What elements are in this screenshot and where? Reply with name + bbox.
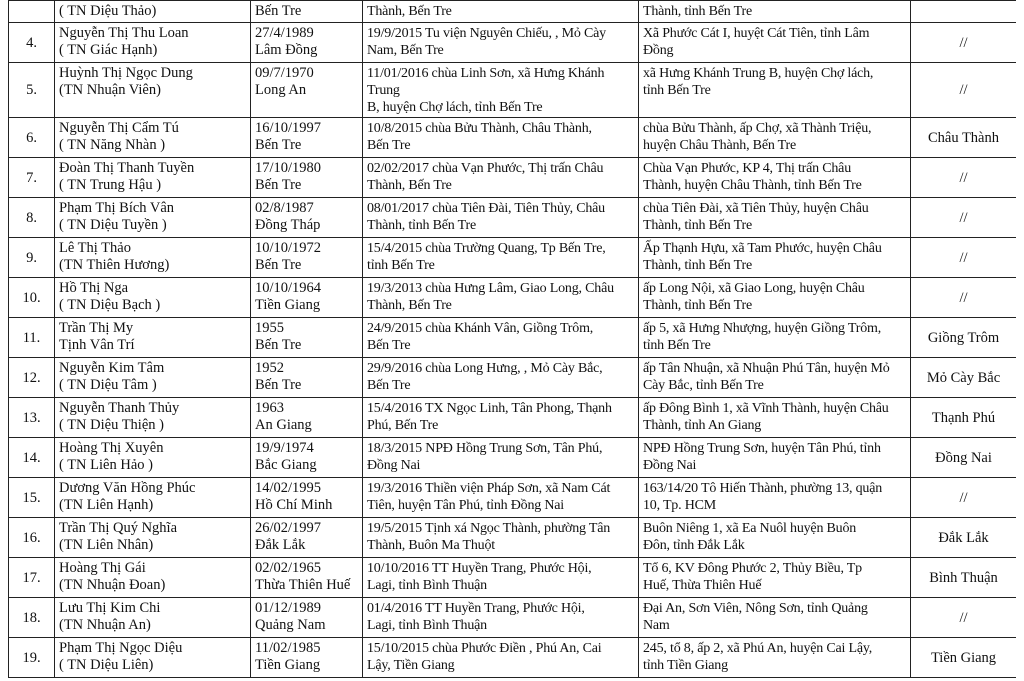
birth-cell-line-1: 09/7/1970 — [255, 65, 314, 81]
row-number-cell — [9, 478, 55, 518]
address-cell-line-2: Đôn, tỉnh Đắk Lắk — [643, 538, 745, 553]
note-cell-line-1: Đắk Lắk — [938, 529, 989, 546]
name-cell — [55, 278, 251, 318]
note-cell-line-1: // — [959, 169, 968, 186]
address-cell-line-1: 245, tổ 8, ấp 2, xã Phú An, huyện Cai Lậy, — [643, 641, 873, 656]
table-row — [9, 438, 1017, 478]
row-number-cell-line-1: 6. — [26, 129, 37, 146]
birth-cell — [251, 518, 363, 558]
ordination-cell-line-1: 19/3/2013 chùa Hưng Lâm, Giao Long, Châu — [367, 281, 614, 296]
birth-cell-line-2: Bến Tre — [255, 177, 302, 193]
birth-cell-line-1: Bến Tre — [255, 3, 302, 19]
ordination-cell — [363, 278, 639, 318]
name-cell-line-1: Phạm Thị Ngọc Diệu — [59, 640, 183, 656]
ordination-cell — [363, 118, 639, 158]
ordination-cell — [363, 398, 639, 438]
note-cell-line-1: Thạnh Phú — [931, 409, 996, 426]
row-number-cell — [9, 398, 55, 438]
table-row — [9, 478, 1017, 518]
note-cell-line-1: Bình Thuận — [929, 569, 998, 586]
note-cell — [911, 598, 1017, 638]
ordination-cell-line-1: 29/9/2016 chùa Long Hưng, , Mỏ Cày Bắc, — [367, 361, 603, 376]
ordination-cell-line-1: 19/5/2015 Tịnh xá Ngọc Thành, phường Tân — [367, 521, 611, 536]
row-number-cell — [9, 318, 55, 358]
table-row — [9, 558, 1017, 598]
ordination-cell — [363, 23, 639, 63]
note-cell — [911, 1, 1017, 23]
name-cell — [55, 118, 251, 158]
address-cell — [639, 318, 911, 358]
ordination-cell-line-1: 02/02/2017 chùa Vạn Phước, Thị trấn Châu — [367, 161, 604, 176]
birth-cell — [251, 478, 363, 518]
ordination-cell-line-2: Thành, tỉnh Bến Tre — [367, 218, 476, 233]
name-cell-line-1: Lê Thị Thảo — [59, 240, 131, 256]
birth-cell-line-2: Long An — [255, 82, 307, 98]
ordination-cell-line-1: 11/01/2016 chùa Linh Sơn, xã Hưng Khánh Trung — [367, 66, 605, 98]
ordination-cell-line-2: Thành, Buôn Ma Thuột — [367, 538, 495, 553]
name-cell-line-1: Lưu Thị Kim Chi — [59, 600, 161, 616]
name-cell-line-2: ( TN Giác Hạnh) — [59, 42, 158, 58]
name-cell-line-1: Phạm Thị Bích Vân — [59, 200, 175, 216]
note-cell — [911, 118, 1017, 158]
address-cell-line-2: Thành, tỉnh An Giang — [643, 418, 762, 433]
note-cell-line-1: Đồng Nai — [935, 449, 992, 466]
ordination-cell — [363, 478, 639, 518]
birth-cell-line-1: 1952 — [255, 360, 284, 376]
ordination-cell-line-2: Bến Tre — [367, 138, 411, 153]
table-row — [9, 518, 1017, 558]
table-row — [9, 198, 1017, 238]
address-cell-line-2: Thành, tỉnh Bến Tre — [643, 218, 752, 233]
name-cell-line-1: ( TN Diệu Thảo) — [59, 3, 157, 19]
row-number-cell-line-1: 14. — [22, 449, 41, 466]
row-number-cell-line-1: 11. — [22, 329, 41, 346]
name-cell-line-1: Hồ Thị Nga — [59, 280, 129, 296]
birth-cell-line-1: 27/4/1989 — [255, 25, 314, 41]
birth-cell-line-2: Đồng Tháp — [255, 217, 321, 233]
note-cell-line-1: // — [959, 609, 968, 626]
note-cell-line-1: // — [959, 209, 968, 226]
birth-cell-line-1: 14/02/1995 — [255, 480, 322, 496]
name-cell — [55, 23, 251, 63]
name-cell-line-1: Hoàng Thị Gái — [59, 560, 146, 576]
name-cell — [55, 638, 251, 678]
birth-cell-line-1: 1963 — [255, 400, 284, 416]
birth-cell-line-2: Bến Tre — [255, 377, 302, 393]
name-cell-line-2: ( TN Diệu Tuyền ) — [59, 217, 167, 233]
birth-cell-line-2: Đắk Lắk — [255, 537, 306, 553]
ordination-cell-line-1: 08/01/2017 chùa Tiên Đài, Tiên Thủy, Châu — [367, 201, 605, 216]
ordination-cell-line-1: Thành, Bến Tre — [367, 4, 452, 19]
name-cell-line-1: Trần Thị Quý Nghĩa — [59, 520, 178, 536]
table-row — [9, 63, 1017, 118]
name-cell-line-2: (TN Liên Hạnh) — [59, 497, 154, 513]
note-cell-line-1: Tiền Giang — [930, 649, 997, 666]
ordination-cell-line-2: Bến Tre — [367, 378, 411, 393]
birth-cell — [251, 158, 363, 198]
note-cell — [911, 638, 1017, 678]
birth-cell — [251, 63, 363, 118]
note-cell-line-1: Châu Thành — [927, 129, 999, 146]
ordination-cell-line-2: Thành, Bến Tre — [367, 298, 452, 313]
row-number-cell-line-1: 8. — [26, 209, 37, 226]
row-number-cell — [9, 238, 55, 278]
birth-cell-line-1: 10/10/1964 — [255, 280, 322, 296]
ordination-cell — [363, 198, 639, 238]
row-number-cell — [9, 518, 55, 558]
address-cell — [639, 278, 911, 318]
note-cell — [911, 158, 1017, 198]
name-cell — [55, 318, 251, 358]
row-number-cell-line-1: 18. — [22, 609, 41, 626]
birth-cell-line-1: 02/8/1987 — [255, 200, 314, 216]
birth-cell-line-1: 17/10/1980 — [255, 160, 322, 176]
address-cell-line-2: tỉnh Bến Tre — [643, 338, 711, 353]
ordination-cell-line-2: Nam, Bến Tre — [367, 43, 444, 58]
address-cell-line-2: Huế, Thừa Thiên Huế — [643, 578, 762, 593]
birth-cell — [251, 358, 363, 398]
table-row — [9, 278, 1017, 318]
ordination-cell — [363, 558, 639, 598]
note-cell — [911, 318, 1017, 358]
row-number-cell — [9, 638, 55, 678]
note-cell — [911, 518, 1017, 558]
name-cell-line-1: Huỳnh Thị Ngọc Dung — [59, 65, 193, 81]
birth-cell-line-2: Bắc Giang — [255, 457, 317, 473]
table-row — [9, 1, 1017, 23]
ordination-cell-line-2: Phú, Bến Tre — [367, 418, 439, 433]
name-cell-line-1: Nguyễn Thị Thu Loan — [59, 25, 189, 41]
ordination-cell — [363, 63, 639, 118]
address-cell-line-2: Đồng Nai — [643, 458, 697, 473]
birth-cell-line-2: Bến Tre — [255, 137, 302, 153]
row-number-cell — [9, 558, 55, 598]
birth-cell — [251, 318, 363, 358]
name-cell-line-1: Nguyễn Thị Cẩm Tú — [59, 120, 179, 136]
note-cell — [911, 558, 1017, 598]
row-number-cell-line-1: 9. — [26, 249, 37, 266]
birth-cell — [251, 198, 363, 238]
row-number-cell-line-1: 5. — [26, 82, 37, 98]
row-number-cell — [9, 278, 55, 318]
ordination-cell-line-1: 18/3/2015 NPĐ Hồng Trung Sơn, Tân Phú, — [367, 441, 603, 456]
name-cell — [55, 478, 251, 518]
address-cell-line-1: Đại An, Sơn Viên, Nông Sơn, tỉnh Quảng — [643, 601, 868, 616]
name-cell — [55, 238, 251, 278]
ordination-cell — [363, 1, 639, 23]
ordination-cell — [363, 358, 639, 398]
name-cell-line-2: ( TN Diệu Thiện ) — [59, 417, 164, 433]
row-number-cell — [9, 358, 55, 398]
note-cell-line-1: Mỏ Cày Bắc — [926, 369, 1001, 386]
row-number-cell — [9, 1, 55, 23]
ordination-cell — [363, 158, 639, 198]
name-cell-line-1: Hoàng Thị Xuyên — [59, 440, 164, 456]
address-cell-line-2: Thành, tỉnh Bến Tre — [643, 258, 752, 273]
table-row — [9, 398, 1017, 438]
birth-cell-line-2: Tiền Giang — [255, 657, 321, 673]
birth-cell — [251, 118, 363, 158]
address-cell-line-1: ấp Long Nội, xã Giao Long, huyện Châu — [643, 281, 865, 296]
address-cell-line-2: huyện Châu Thành, Bến Tre — [643, 138, 797, 153]
address-cell-line-1: NPĐ Hồng Trung Sơn, huyện Tân Phú, tỉnh — [643, 441, 881, 456]
ordination-cell-line-2: Lagi, tỉnh Bình Thuận — [367, 578, 487, 593]
name-cell-line-1: Đoàn Thị Thanh Tuyền — [59, 160, 195, 176]
address-cell — [639, 158, 911, 198]
address-cell — [639, 238, 911, 278]
address-cell-line-1: Ấp Thạnh Hựu, xã Tam Phước, huyện Châu — [643, 241, 882, 256]
note-cell — [911, 238, 1017, 278]
note-cell — [911, 198, 1017, 238]
name-cell — [55, 1, 251, 23]
ordination-cell — [363, 438, 639, 478]
ordination-cell — [363, 598, 639, 638]
name-cell-line-2: (TN Nhuận Viên) — [59, 82, 161, 98]
row-number-cell-line-1: 19. — [22, 649, 41, 666]
name-cell — [55, 438, 251, 478]
address-cell — [639, 1, 911, 23]
address-cell — [639, 598, 911, 638]
ordination-cell-line-2: Đồng Nai — [367, 458, 421, 473]
table-row — [9, 158, 1017, 198]
row-number-cell — [9, 598, 55, 638]
note-cell-line-1: // — [959, 249, 968, 266]
birth-cell-line-2: Hồ Chí Minh — [255, 497, 333, 513]
name-cell-line-1: Trần Thị My — [59, 320, 134, 336]
birth-cell-line-2: An Giang — [255, 417, 312, 433]
ordination-cell-line-1: 15/4/2016 TX Ngọc Linh, Tân Phong, Thạnh — [367, 401, 612, 416]
table-row — [9, 238, 1017, 278]
ordination-cell-line-2: B, huyện Chợ lách, tỉnh Bến Tre — [367, 100, 543, 115]
ordination-cell-line-2: Lagi, tỉnh Bình Thuận — [367, 618, 487, 633]
name-cell — [55, 398, 251, 438]
row-number-cell-line-1: 13. — [22, 409, 41, 426]
birth-cell — [251, 23, 363, 63]
address-cell-line-1: ấp Tân Nhuận, xã Nhuận Phú Tân, huyện Mỏ — [643, 361, 890, 376]
ordination-cell — [363, 638, 639, 678]
row-number-cell — [9, 158, 55, 198]
address-cell-line-1: xã Hưng Khánh Trung B, huyện Chợ lách, — [643, 66, 874, 81]
birth-cell-line-1: 26/02/1997 — [255, 520, 322, 536]
table-row — [9, 118, 1017, 158]
birth-cell — [251, 638, 363, 678]
table-row — [9, 358, 1017, 398]
name-cell — [55, 518, 251, 558]
birth-cell — [251, 438, 363, 478]
note-cell-line-1: Giồng Trôm — [927, 329, 1000, 346]
note-cell-line-1: // — [959, 34, 968, 51]
row-number-cell-line-1: 4. — [26, 34, 37, 51]
table-body — [9, 1, 1017, 678]
address-cell-line-1: Thành, tỉnh Bến Tre — [643, 4, 752, 19]
note-cell — [911, 23, 1017, 63]
note-cell — [911, 358, 1017, 398]
address-cell-line-1: ấp Đông Bình 1, xã Vĩnh Thành, huyện Châu — [643, 401, 889, 416]
address-cell-line-1: chùa Tiên Đài, xã Tiên Thủy, huyện Châu — [643, 201, 869, 216]
ordination-cell-line-2: Lậy, Tiền Giang — [367, 658, 455, 673]
address-cell — [639, 23, 911, 63]
ordination-cell-line-1: 19/3/2016 Thiền viện Pháp Sơn, xã Nam Cát — [367, 481, 611, 496]
ordination-cell-line-1: 15/4/2015 chùa Trường Quang, Tp Bến Tre, — [367, 241, 606, 256]
note-cell-line-1: // — [959, 489, 968, 506]
birth-cell-line-2: Lâm Đồng — [255, 42, 318, 58]
note-cell-line-1: // — [959, 289, 968, 306]
birth-cell — [251, 1, 363, 23]
address-cell — [639, 518, 911, 558]
birth-cell-line-2: Bến Tre — [255, 257, 302, 273]
name-cell-line-2: ( TN Diệu Liên) — [59, 657, 154, 673]
birth-cell-line-2: Thừa Thiên Huế — [255, 577, 351, 593]
birth-cell-line-1: 01/12/1989 — [255, 600, 322, 616]
note-cell — [911, 438, 1017, 478]
name-cell-line-2: ( TN Diệu Bạch ) — [59, 297, 161, 313]
address-cell-line-1: Xã Phước Cát I, huyệt Cát Tiên, tỉnh Lâm — [643, 26, 870, 41]
row-number-cell — [9, 23, 55, 63]
table-row — [9, 318, 1017, 358]
name-cell — [55, 63, 251, 118]
note-cell-line-1: // — [959, 82, 968, 98]
birth-cell — [251, 238, 363, 278]
ordination-cell-line-2: Bến Tre — [367, 338, 411, 353]
ordination-cell — [363, 318, 639, 358]
address-cell-line-2: 10, Tp. HCM — [643, 498, 716, 513]
address-cell — [639, 118, 911, 158]
address-cell-line-2: tỉnh Tiền Giang — [643, 658, 728, 673]
birth-cell — [251, 598, 363, 638]
address-cell — [639, 478, 911, 518]
row-number-cell-line-1: 16. — [22, 529, 41, 546]
address-cell — [639, 638, 911, 678]
name-cell-line-2: ( TN Trung Hậu ) — [59, 177, 162, 193]
name-cell — [55, 358, 251, 398]
address-cell-line-2: Thành, huyện Châu Thành, tỉnh Bến Tre — [643, 178, 862, 193]
birth-cell-line-1: 11/02/1985 — [255, 640, 321, 656]
birth-cell-line-1: 19/9/1974 — [255, 440, 314, 456]
ordination-cell-line-1: 24/9/2015 chùa Khánh Vân, Giồng Trôm, — [367, 321, 594, 336]
name-cell — [55, 198, 251, 238]
row-number-cell-line-1: 12. — [22, 369, 41, 386]
ordination-cell-line-2: Thành, Bến Tre — [367, 178, 452, 193]
note-cell — [911, 63, 1017, 118]
birth-cell — [251, 278, 363, 318]
name-cell-line-2: (TN Liên Nhân) — [59, 537, 154, 553]
table-row — [9, 638, 1017, 678]
note-cell — [911, 278, 1017, 318]
row-number-cell — [9, 198, 55, 238]
address-cell — [639, 558, 911, 598]
address-cell-line-2: Nam — [643, 618, 670, 633]
name-cell — [55, 598, 251, 638]
row-number-cell-line-1: 17. — [22, 569, 41, 586]
birth-cell-line-1: 16/10/1997 — [255, 120, 322, 136]
ordination-cell — [363, 238, 639, 278]
name-cell-line-2: Tịnh Vân Trí — [59, 337, 135, 353]
address-cell — [639, 438, 911, 478]
birth-cell — [251, 558, 363, 598]
document-page — [8, 0, 1016, 681]
address-cell-line-1: Chùa Vạn Phước, KP 4, Thị trấn Châu — [643, 161, 851, 176]
ordination-cell-line-2: tỉnh Bến Tre — [367, 258, 435, 273]
name-cell — [55, 158, 251, 198]
address-cell-line-2: Cày Bắc, tỉnh Bến Tre — [643, 378, 764, 393]
row-number-cell — [9, 438, 55, 478]
birth-cell — [251, 398, 363, 438]
name-cell — [55, 558, 251, 598]
address-cell-line-2: Đồng — [643, 43, 674, 58]
name-cell-line-2: (TN Thiên Hương) — [59, 257, 170, 273]
ordination-cell-line-1: 10/10/2016 TT Huyền Trang, Phước Hội, — [367, 561, 592, 576]
birth-cell-line-2: Tiền Giang — [255, 297, 321, 313]
monk-registry-table — [8, 0, 1016, 678]
address-cell-line-1: 163/14/20 Tô Hiến Thành, phường 13, quận — [643, 481, 883, 496]
ordination-cell-line-1: 01/4/2016 TT Huyền Trang, Phước Hội, — [367, 601, 585, 616]
row-number-cell-line-1: 15. — [22, 489, 41, 506]
ordination-cell-line-1: 15/10/2015 chùa Phước Điền , Phú An, Cai — [367, 641, 602, 656]
row-number-cell-line-1: 10. — [22, 289, 41, 306]
table-row — [9, 598, 1017, 638]
ordination-cell-line-2: Tiên, huyện Tân Phú, tỉnh Đồng Nai — [367, 498, 564, 513]
name-cell-line-1: Nguyễn Kim Tâm — [59, 360, 165, 376]
table-row — [9, 23, 1017, 63]
name-cell-line-2: (TN Nhuận An) — [59, 617, 151, 633]
row-number-cell-line-1: 7. — [26, 169, 37, 186]
address-cell — [639, 358, 911, 398]
name-cell-line-1: Nguyễn Thanh Thủy — [59, 400, 180, 416]
address-cell-line-1: Buôn Niêng 1, xã Ea Nuôl huyện Buôn — [643, 521, 857, 536]
ordination-cell-line-1: 19/9/2015 Tu viện Nguyên Chiếu, , Mỏ Cày — [367, 26, 606, 41]
birth-cell-line-2: Bến Tre — [255, 337, 302, 353]
name-cell-line-2: ( TN Năng Nhàn ) — [59, 137, 166, 153]
name-cell-line-2: (TN Nhuận Đoan) — [59, 577, 166, 593]
birth-cell-line-1: 10/10/1972 — [255, 240, 322, 256]
name-cell-line-2: ( TN Liên Hảo ) — [59, 457, 153, 473]
ordination-cell-line-1: 10/8/2015 chùa Bửu Thành, Châu Thành, — [367, 121, 592, 136]
note-cell — [911, 398, 1017, 438]
birth-cell-line-1: 1955 — [255, 320, 284, 336]
name-cell-line-1: Dương Văn Hồng Phúc — [59, 480, 196, 496]
ordination-cell — [363, 518, 639, 558]
address-cell-line-2: Thành, tỉnh Bến Tre — [643, 298, 752, 313]
birth-cell-line-2: Quảng Nam — [255, 617, 326, 633]
name-cell-line-2: ( TN Diệu Tâm ) — [59, 377, 157, 393]
address-cell-line-1: ấp 5, xã Hưng Nhượng, huyện Giồng Trôm, — [643, 321, 881, 336]
address-cell-line-1: Tổ 6, KV Đông Phước 2, Thủy Biều, Tp — [643, 561, 862, 576]
address-cell — [639, 198, 911, 238]
address-cell-line-1: chùa Bửu Thành, ấp Chợ, xã Thành Triệu, — [643, 121, 872, 136]
row-number-cell — [9, 63, 55, 118]
note-cell — [911, 478, 1017, 518]
address-cell — [639, 63, 911, 118]
birth-cell-line-1: 02/02/1965 — [255, 560, 322, 576]
address-cell — [639, 398, 911, 438]
address-cell-line-2: tỉnh Bến Tre — [643, 83, 711, 98]
row-number-cell — [9, 118, 55, 158]
